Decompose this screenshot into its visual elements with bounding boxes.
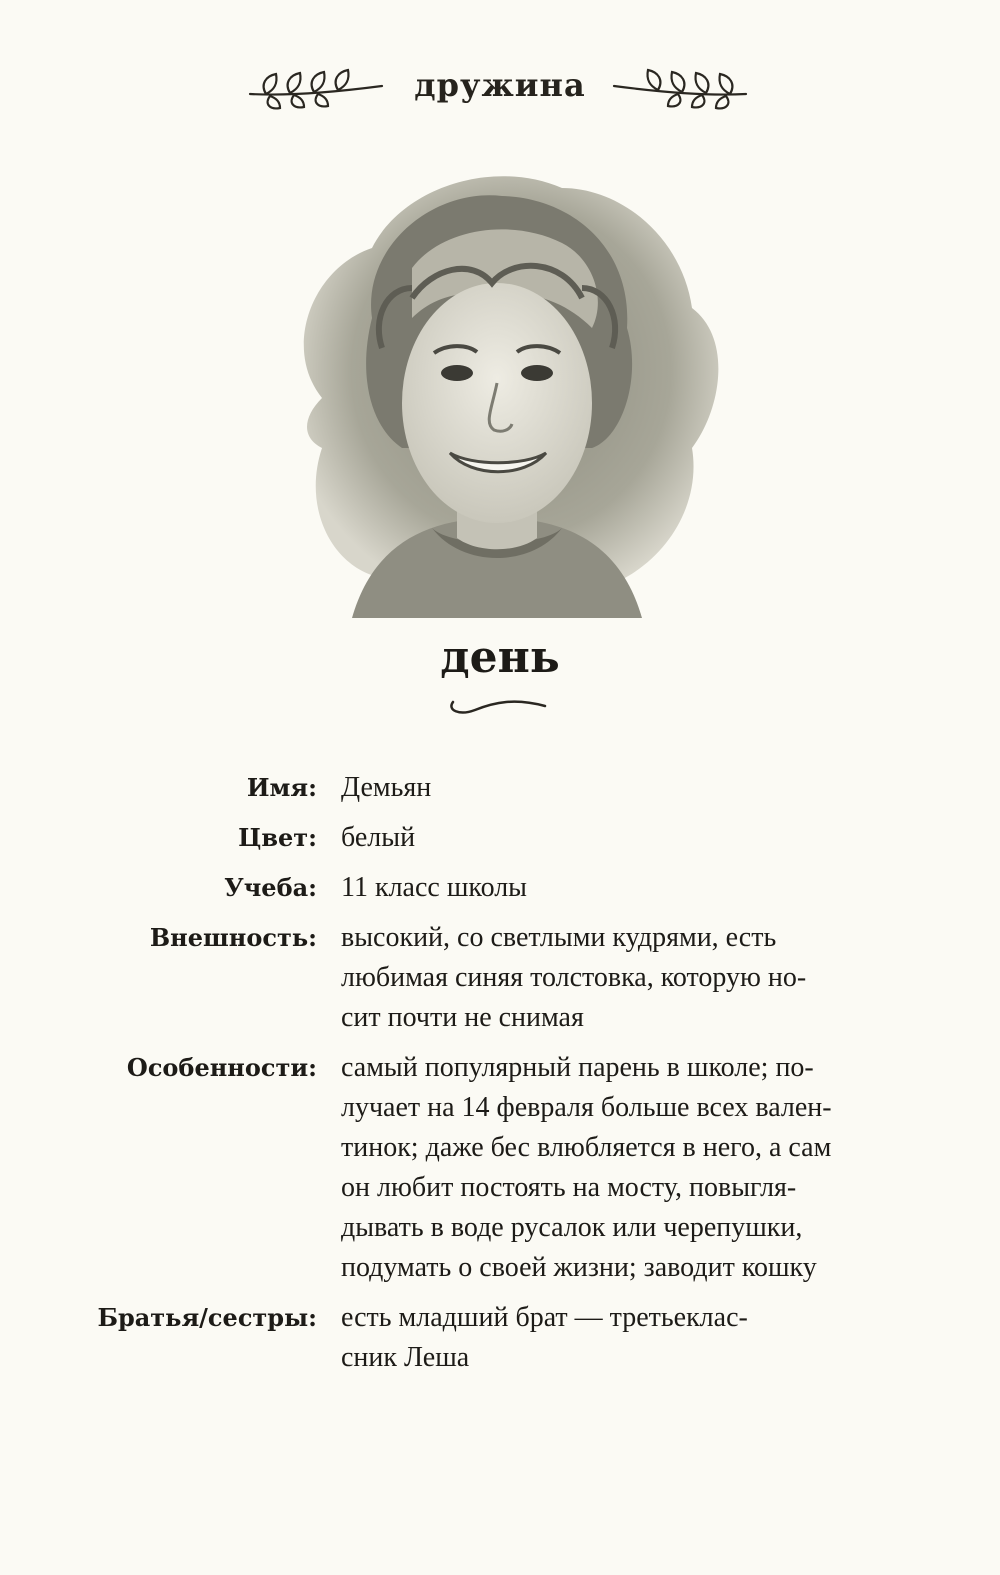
swash-ornament-icon (445, 690, 555, 720)
profile-value-line: тинок; даже бес влюбляется в него, а сам (341, 1132, 832, 1163)
section-title: дружина (414, 66, 586, 104)
profile-value-line: он любит постоять на мосту, повыгля- (341, 1172, 797, 1203)
character-portrait (262, 148, 732, 618)
profile-label: Внешность: (149, 923, 317, 952)
page-header (0, 58, 1000, 118)
profile-value-line: самый популярный парень в школе; по- (341, 1052, 814, 1083)
profile-label: Особенности: (126, 1053, 317, 1082)
character-name: день (440, 632, 560, 683)
character-profile (0, 768, 1000, 1388)
profile-value (341, 768, 901, 808)
profile-row-study (0, 868, 1000, 908)
profile-value-line: подумать о своей жизни; заводит кошку (341, 1252, 817, 1283)
profile-row-appearance (0, 918, 1000, 1038)
profile-value-line: белый (341, 822, 416, 853)
profile-label: Цвет: (238, 823, 317, 852)
profile-value (341, 868, 901, 908)
profile-value-line: 11 класс школы (341, 872, 527, 903)
profile-value-line: есть младший брат — третьеклас- (341, 1302, 748, 1333)
profile-label: Учеба: (224, 873, 317, 902)
profile-value-line: любимая синяя толстовка, которую но- (341, 962, 807, 993)
profile-row-features (0, 1048, 1000, 1288)
profile-value-line: сит почти не снимая (341, 1002, 584, 1033)
profile-value-line: лучает на 14 февраля больше всех вален- (341, 1092, 832, 1123)
profile-label: Братья/сестры: (97, 1303, 317, 1332)
profile-row-siblings (0, 1298, 1000, 1378)
profile-value (341, 918, 901, 1038)
profile-value (341, 1048, 901, 1288)
profile-value-line: сник Леша (341, 1342, 470, 1373)
profile-value-line: дывать в воде русалок или черепушки, (341, 1212, 803, 1243)
profile-value-line: высокий, со светлыми кудрями, есть (341, 922, 777, 953)
profile-row-color (0, 818, 1000, 858)
profile-value (341, 1298, 901, 1378)
profile-value-line: Демьян (341, 772, 432, 803)
profile-row-name (0, 768, 1000, 808)
right-laurel-branch-icon (610, 64, 750, 112)
profile-value (341, 818, 901, 858)
profile-label: Имя: (246, 773, 317, 802)
